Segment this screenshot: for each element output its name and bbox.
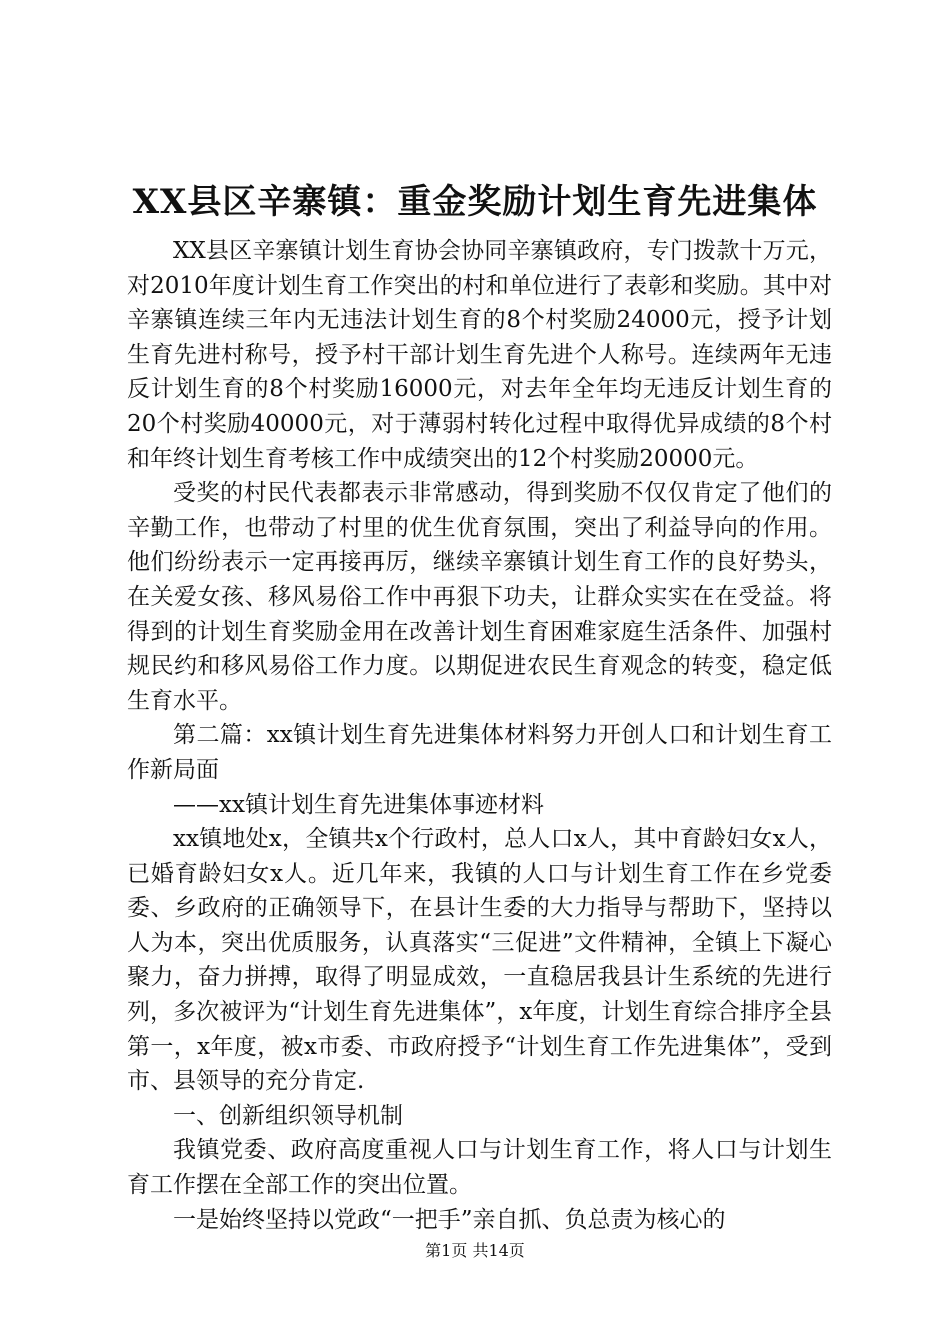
paragraph-5: xx镇地处x，全镇共x个行政村，总人口x人，其中育龄妇女x人，已婚育龄妇女x人。近几年来，我镇的人口与计划生育工作在乡党委委、乡政府的正确领导下，在县计生委的大力指导与帮助下，坚持以人为本，突出优质服务，认真落实“三促进”文件精神，全镇上下凝心聚力，奋力拼搏，取得了明显成效，一直稳居我县计生系统的先进行列，多次被评为“计划生育先进集体”，x年度，计划生育综合排序全县第一，x年度，被x市委、市政府授予“计划生育工作先进集体”，受到市、县领导的充分肯定. xyxy=(127,826,832,1095)
paragraph-2: 受奖的村民代表都表示非常感动，得到奖励不仅仅肯定了他们的辛勤工作，也带动了村里的优生优育氛围，突出了利益导向的作用。他们纷纷表示一定再接再厉，继续辛寨镇计划生育工作的良好势头，在关爱女孩、移风易俗工作中再狠下功夫，让群众实实在在受益。将得到的计划生育奖励金用在改善计划生育困难家庭生活条件、加强村规民约和移风易俗工作力度。以期促进农民生育观念的转变，稳定低生育水平。 xyxy=(127,480,832,714)
section-heading-1: 一、创新组织领导机制 xyxy=(173,1102,403,1129)
paragraph-1: XX县区辛寨镇计划生育协会协同辛寨镇政府，专门拨款十万元，对2010年度计划生育工作突出的村和单位进行了表彰和奖励。其中对辛寨镇连续三年内无违法计划生育的8个村奖励24000元，授予计划生育先进村称号，授予村干部计划生育先进个人称号。连续两年无违反计划生育的8个村奖励16000元，对去年全年均无违反计划生育的20个村奖励40000元，对于薄弱村转化过程中取得优异成绩的8个村和年终计划生育考核工作中成绩突出的12个村奖励20000元。 xyxy=(127,238,832,472)
page-footer: 第1页 共14页 xyxy=(425,1241,525,1260)
paragraph-7: 我镇党委、政府高度重视人口与计划生育工作，将人口与计划生育工作摆在全部工作的突出位置。 xyxy=(127,1137,832,1199)
paragraph-8: 一是始终坚持以党政“一把手”亲自抓、负总责为核心的 xyxy=(173,1206,726,1233)
document-body xyxy=(127,234,832,1237)
document-title: XX县区辛寨镇：重金奖励计划生育先进集体 xyxy=(132,182,818,222)
paragraph-4-subtitle: ——xx镇计划生育先进集体事迹材料 xyxy=(173,791,544,818)
paragraph-3-heading: 第二篇：xx镇计划生育先进集体材料努力开创人口和计划生育工作新局面 xyxy=(127,722,832,783)
